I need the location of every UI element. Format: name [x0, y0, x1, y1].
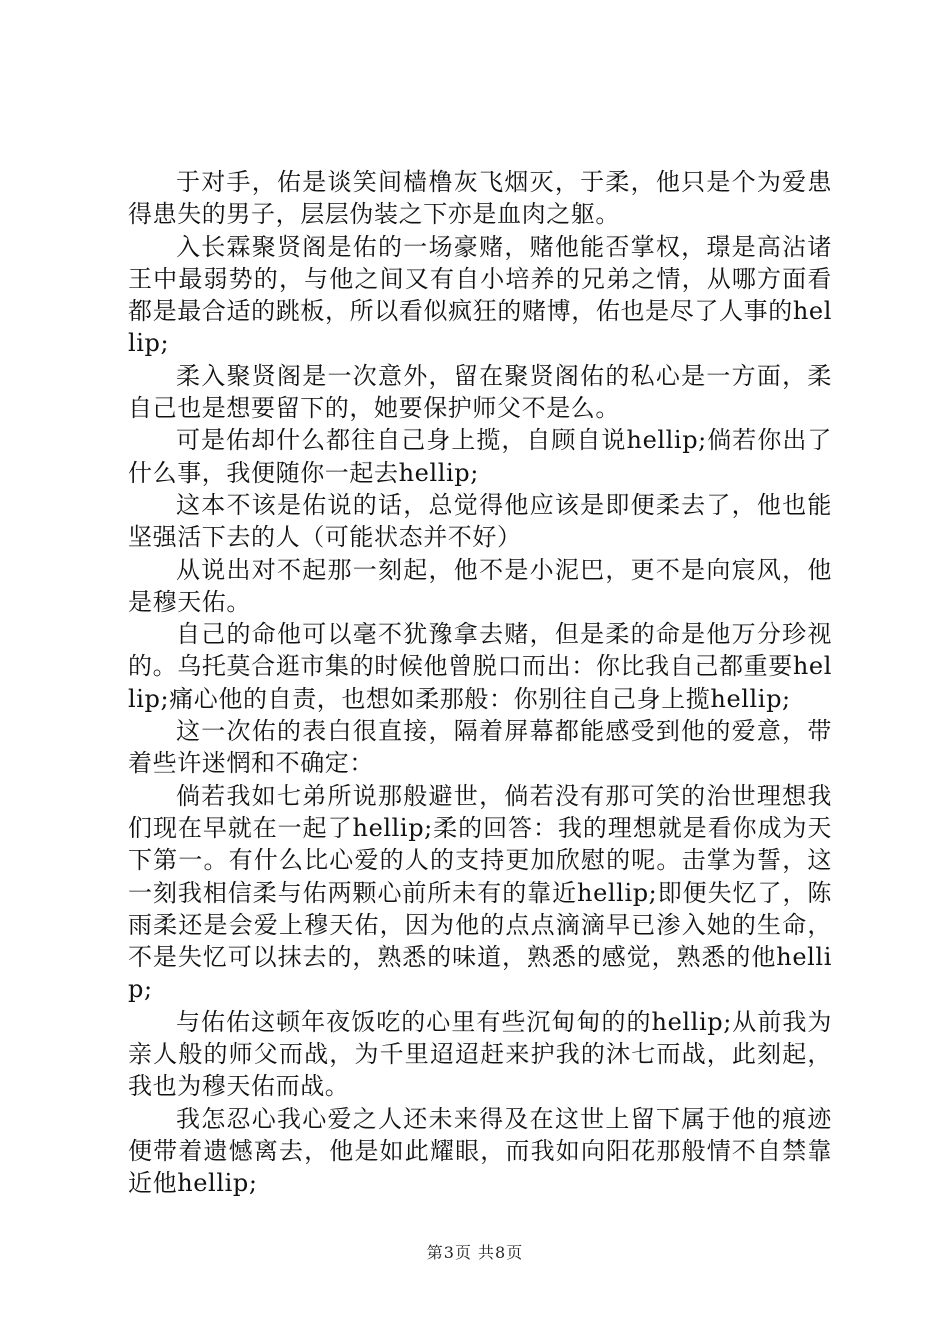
paragraph-8: 这一次佑的表白很直接，隔着屏幕都能感受到他的爱意，带着些许迷惘和不确定： [128, 717, 832, 778]
paragraph-2: 入长霖聚贤阁是佑的一场豪赌，赌他能否掌权，璟是高沾诸王中最弱势的，与他之间又有自小培养的兄弟之情，从哪方面看都是最合适的跳板，所以看似疯狂的赌博，佑也是尽了人事的hellip; [128, 232, 832, 358]
paragraph-7: 自己的命他可以毫不犹豫拿去赌，但是柔的命是他万分珍视的。乌托莫合逛市集的时候他曾脱口而出：你比我自己都重要hellip;痛心他的自责，也想如柔那般：你别往自己身上揽hellip; [128, 620, 832, 713]
body-text [128, 166, 832, 1200]
paragraph-4: 可是佑却什么都往自己身上揽，自顾自说hellip;倘若你出了什么事，我便随你一起去hellip; [128, 426, 832, 487]
paragraph-1: 于对手，佑是谈笑间樯橹灰飞烟灭，于柔，他只是个为爱患得患失的男子，层层伪装之下亦是血肉之躯。 [128, 168, 832, 229]
page-number-footer: 第3页 共8页 [426, 1243, 524, 1262]
paragraph-9: 倘若我如七弟所说那般避世，倘若没有那可笑的治世理想我们现在早就在一起了hellip;柔的回答：我的理想就是看你成为天下第一。有什么比心爱的人的支持更加欣慰的呢。击掌为誓，这一刻我相信柔与佑两颗心前所未有的靠近hellip;即便失忆了，陈雨柔还是会爱上穆天佑，因为他的点点滴滴早已渗入她的生命，不是失忆可以抹去的，熟悉的味道，熟悉的感觉，熟悉的他hellip; [128, 781, 832, 1004]
paragraph-10: 与佑佑这顿年夜饭吃的心里有些沉甸甸的的hellip;从前我为亲人般的师父而战，为千里迢迢赶来护我的沐七而战，此刻起，我也为穆天佑而战。 [128, 1007, 832, 1101]
paragraph-3: 柔入聚贤阁是一次意外，留在聚贤阁佑的私心是一方面，柔自己也是想要留下的，她要保护师父不是么。 [128, 361, 832, 423]
paragraph-11: 我怎忍心我心爱之人还未来得及在这世上留下属于他的痕迹便带着遗憾离去，他是如此耀眼，而我如向阳花那般情不自禁靠近他hellip; [128, 1104, 832, 1198]
paragraph-5: 这本不该是佑说的话，总觉得他应该是即便柔去了，他也能坚强活下去的人（可能状态并不好） [128, 490, 832, 552]
paragraph-6: 从说出对不起那一刻起，他不是小泥巴，更不是向宸风，他是穆天佑。 [128, 555, 832, 616]
